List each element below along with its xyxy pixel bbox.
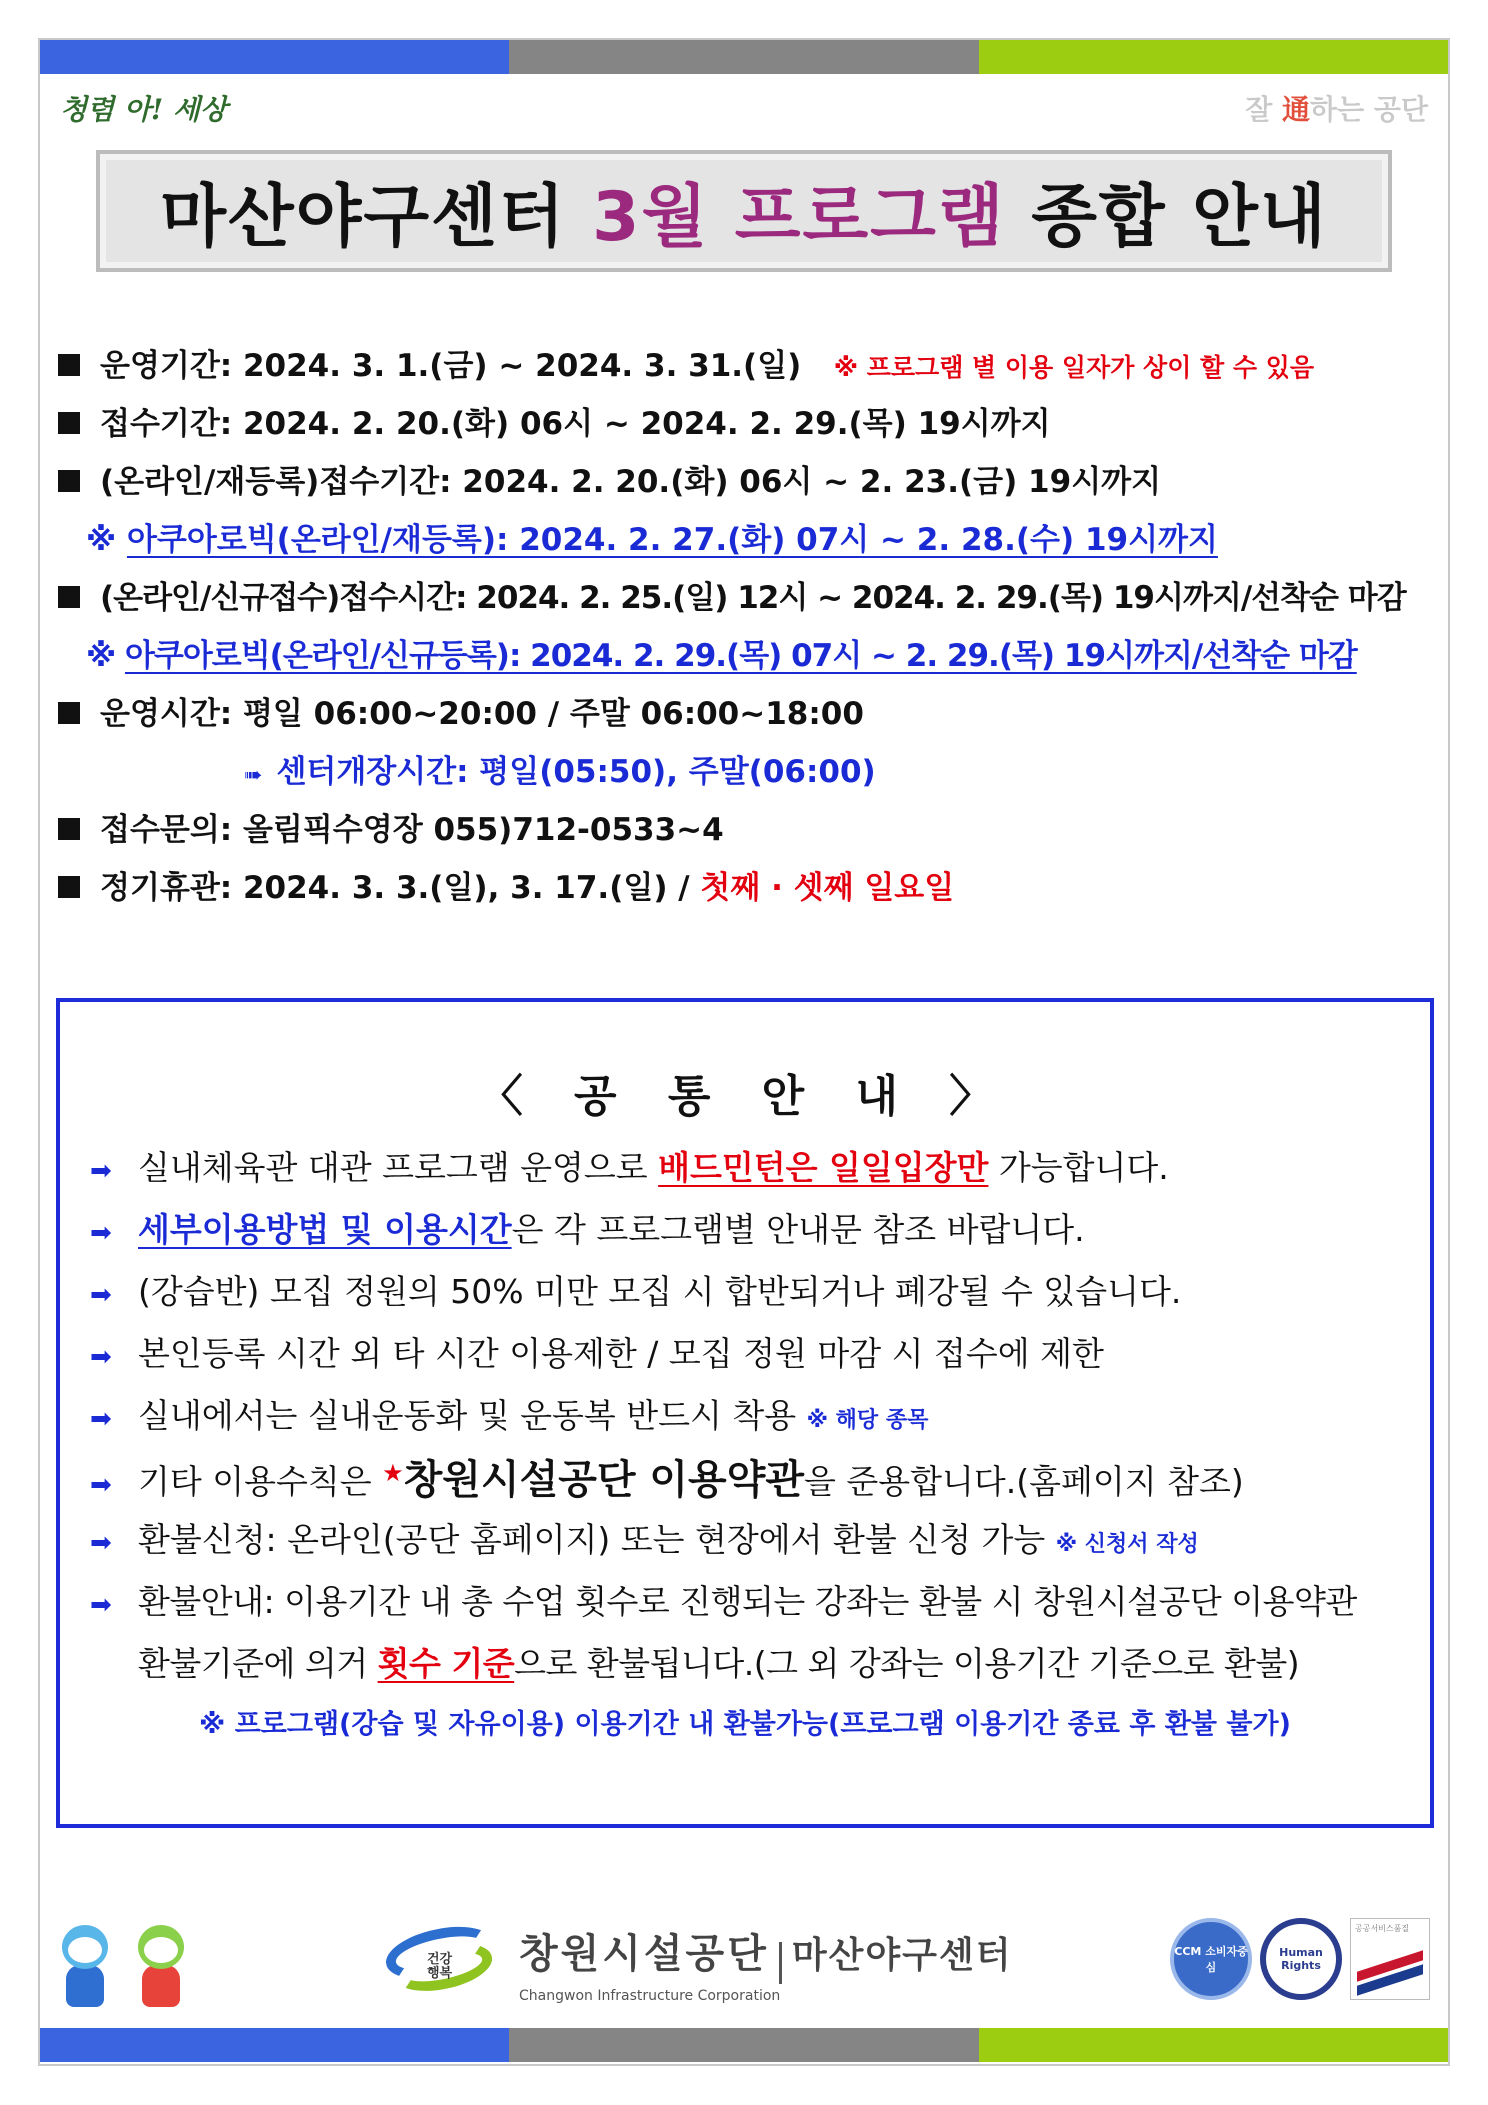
arrow-right-icon: ➡	[90, 1342, 112, 1372]
arrow-right-icon: ➡	[90, 1218, 112, 1248]
arrow-right-icon: ➡	[90, 1404, 112, 1434]
star-icon: ★	[382, 1459, 404, 1487]
arrow-right-icon: ➡	[90, 1470, 112, 1500]
ccm-badge: CCM 소비자중심	[1170, 1918, 1252, 2000]
arrow-right-icon: ➠	[244, 763, 263, 788]
notice-item-refund-request: ➡ 환불신청: 온라인(공단 홈페이지) 또는 현장에서 환불 신청 가능 ※ 신청서 작성	[90, 1520, 1199, 1559]
page-title-box	[96, 150, 1392, 272]
mascots	[52, 1925, 194, 2011]
info-reception-period: 접수기간: 2024. 2. 20.(화) 06시 ~ 2024. 2. 29.(목) 19시까지	[58, 398, 1051, 443]
info-operating-hours: 운영시간: 평일 06:00~20:00 / 주말 06:00~18:00	[58, 688, 864, 733]
top-color-bar	[40, 40, 1448, 74]
certification-badges	[1170, 1918, 1430, 2000]
info-closed-days: 정기휴관: 2024. 3. 3.(일), 3. 17.(일) / 첫째 · 셋째 일요일	[58, 862, 954, 907]
notice-item-refund-guide: ➡ 환불안내: 이용기간 내 총 수업 횟수로 진행되는 강좌는 환불 시 창원시설공단 이용약관	[90, 1582, 1357, 1621]
notice-title: 〈 공 통 안 내 〉	[478, 1071, 1012, 1122]
arrow-right-icon: ➡	[90, 1528, 112, 1558]
info-operating-period: 운영기간: 2024. 3. 1.(금) ~ 2024. 3. 31.(일) ※ 프로그램 별 이용 일자가 상이 할 수 있음	[58, 340, 1314, 385]
notice-item-refund-basis: 환불기준에 의거 횟수 기준으로 환불됩니다.(그 외 강좌는 이용기간 기준으로 환불)	[138, 1644, 1300, 1683]
info-aqua-reregister: ※ 아쿠아로빅(온라인/재등록): 2024. 2. 27.(화) 07시 ~ 2. 28.(수) 19시까지	[86, 522, 1218, 558]
arrow-right-icon: ➡	[90, 1280, 112, 1310]
human-rights-badge: Human Rights	[1260, 1918, 1342, 2000]
info-inquiry: 접수문의: 올림픽수영장 055)712-0533~4	[58, 804, 724, 849]
org-name: 창원시설공단	[519, 1931, 769, 1977]
org-english-name: Changwon Infrastructure Corporation	[519, 1987, 781, 2004]
arrow-right-icon: ➡	[90, 1156, 112, 1186]
notice-item-indoor-shoes: ➡ 실내에서는 실내운동화 및 운동복 반드시 착용 ※ 해당 종목	[90, 1396, 929, 1435]
notice-item-details: ➡ 세부이용방법 및 이용시간은 각 프로그램별 안내문 참조 바랍니다.	[90, 1210, 1085, 1249]
org-sub: 마산야구센터	[791, 1935, 1013, 1976]
info-online-reregister: (온라인/재등록)접수기간: 2024. 2. 20.(화) 06시 ~ 2. 23.(금) 19시까지	[58, 456, 1161, 501]
info-aqua-new: ※ 아쿠아로빅(온라인/신규등록): 2024. 2. 29.(목) 07시 ~ 2. 29.(목) 19시까지/선착순 마감	[86, 638, 1357, 674]
integrity-logo: 청렴 아! 세상	[60, 93, 228, 126]
slogan-logo: 잘 通하는 공단	[1245, 93, 1428, 126]
common-notice-box	[56, 998, 1434, 1828]
page-title: 마산야구센터 3월 프로그램 종합 안내	[160, 177, 1328, 257]
arrow-right-icon: ➡	[90, 1590, 112, 1620]
notice-footnote: ※ 프로그램(강습 및 자유이용) 이용기간 내 환불가능(프로그램 이용기간 종료 후 환불 불가)	[199, 1709, 1291, 1740]
notice-item-terms: ➡ 기타 이용수칙은 ★창원시설공단 이용약관을 준용합니다.(홈페이지 참조)	[90, 1457, 1244, 1503]
notice-item-time-limit: ➡ 본인등록 시간 외 타 시간 이용제한 / 모집 정원 마감 시 접수에 제한	[90, 1334, 1104, 1373]
swirl-logo-icon: 건강 행복	[385, 1923, 495, 2003]
info-online-new: (온라인/신규접수)접수시간: 2024. 2. 25.(일) 12시 ~ 2024. 2. 29.(목) 19시까지/선착순 마감	[58, 572, 1406, 617]
organization-logo	[385, 1922, 1013, 2004]
notice-item-class-merge: ➡ (강습반) 모집 정원의 50% 미만 모집 시 합반되거나 폐강될 수 있습니다.	[90, 1272, 1182, 1311]
info-open-time: ➠ 센터개장시간: 평일(05:50), 주말(06:00)	[244, 754, 876, 790]
service-quality-badge: 공공서비스품질	[1350, 1918, 1430, 2000]
mascot-blue	[52, 1925, 118, 2011]
bottom-color-bar	[40, 2028, 1448, 2062]
notice-item-badminton: ➡ 실내체육관 대관 프로그램 운영으로 배드민턴은 일일입장만 가능합니다.	[90, 1148, 1169, 1187]
mascot-green	[128, 1925, 194, 2011]
